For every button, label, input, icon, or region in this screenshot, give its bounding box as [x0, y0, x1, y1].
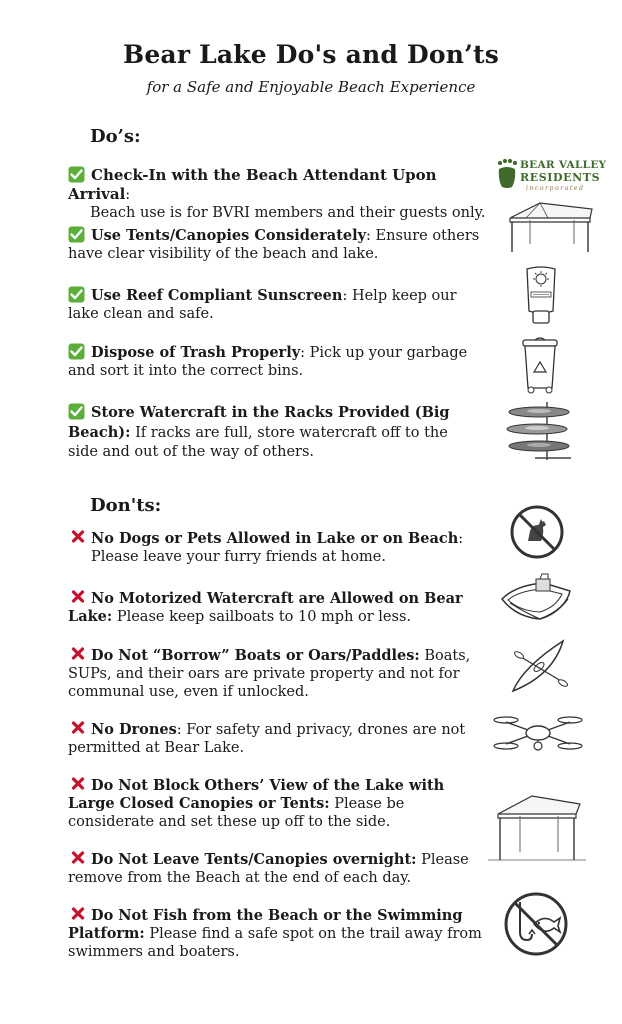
dont-item-text: Please keep sailboats to 10 mph or less. — [112, 609, 411, 625]
drone-icon — [492, 712, 584, 760]
do-item-canopies — [68, 226, 488, 263]
cross-mark-icon — [71, 719, 85, 736]
dont-item-text: Please be considerate and set these up off to the side. — [68, 796, 405, 830]
separator: : — [342, 288, 348, 304]
cross-mark-icon — [71, 849, 85, 866]
motorboat-icon — [496, 573, 576, 629]
no-pets-icon — [508, 503, 566, 561]
check-mark-icon — [68, 166, 88, 183]
canopy-icon — [500, 200, 598, 256]
do-item-trash — [68, 343, 488, 380]
dont-item-text: Boats, SUPs, and their oars are private property and not for communal use, even if unlocked. — [68, 648, 471, 700]
do-item-text: Help keep our lake clean and safe. — [68, 288, 457, 322]
logo-text-line1: BEAR VALLEY — [520, 159, 607, 171]
donts-heading: Don'ts: — [90, 495, 162, 516]
dont-item-block-view — [68, 775, 488, 831]
do-item-title: Use Reef Compliant Sunscreen — [91, 287, 343, 304]
check-mark-icon — [68, 343, 88, 360]
bear-paw-icon — [496, 158, 518, 190]
dont-item-text: Please leave your furry friends at home. — [91, 549, 386, 565]
dont-item-fishing — [68, 905, 488, 961]
separator: : — [300, 345, 306, 361]
separator: : — [125, 424, 131, 441]
cross-mark-icon — [71, 588, 85, 605]
page-title: Bear Lake Do's and Don’ts — [122, 40, 500, 69]
dont-item-title: No Motorized Watercraft are Allowed on Bear Lake: — [68, 590, 463, 625]
separator: : — [125, 187, 131, 203]
logo-text-line2: RESIDENTS — [520, 171, 601, 184]
dont-item-drones — [68, 719, 488, 757]
dont-item-title: No Dogs or Pets Allowed in Lake or on Beach — [91, 530, 459, 547]
closed-canopy-icon — [488, 792, 586, 864]
dont-item-text: For safety and privacy, drones are not permitted at Bear Lake. — [68, 722, 466, 756]
dont-item-title: Do Not Fish from the Beach or the Swimming Platform: — [68, 907, 463, 942]
do-item-text: Pick up your garbage and sort it into the correct bins. — [68, 345, 468, 379]
dont-item-title: Do Not “Borrow” Boats or Oars/Paddles: — [91, 647, 420, 664]
do-item-title: Use Tents/Canopies Considerately — [91, 227, 367, 244]
cross-mark-icon — [71, 645, 85, 662]
dont-item-title: Do Not Leave Tents/Canopies overnight: — [91, 851, 417, 868]
do-item-title: Store Watercraft in the Racks Provided (Big Beach) — [68, 404, 450, 441]
do-item-watercraft — [68, 403, 478, 462]
no-fishing-icon — [502, 890, 570, 958]
bvri-logo — [496, 156, 607, 196]
kayak-icon — [505, 637, 573, 697]
dont-item-overnight — [68, 849, 488, 887]
dos-heading: Do’s: — [90, 126, 141, 147]
check-mark-icon — [68, 226, 88, 243]
logo-text-line3: incorporated — [526, 185, 585, 192]
separator: : — [458, 531, 464, 547]
check-mark-icon — [68, 403, 88, 420]
cross-mark-icon — [71, 905, 85, 922]
recycle-bin-icon — [520, 336, 560, 394]
do-item-text: If racks are full, store watercraft off to the side and out of the way of others. — [68, 425, 448, 460]
check-mark-icon — [68, 286, 88, 303]
dont-item-pets — [68, 528, 488, 566]
separator: : — [366, 228, 371, 244]
sunscreen-icon — [521, 265, 561, 327]
do-item-title: Dispose of Trash Properly — [91, 344, 301, 361]
do-item-text: Ensure others have clear visibility of the beach and lake. — [68, 228, 480, 262]
dont-item-motorized — [68, 588, 488, 626]
do-item-checkin — [68, 166, 488, 222]
do-item-text: Beach use is for BVRI members and their guests only. — [90, 205, 486, 221]
cross-mark-icon — [71, 775, 85, 792]
dont-item-title: No Drones — [91, 721, 177, 738]
do-item-title: Check-In with the Beach Attendant Upon Arrival — [68, 166, 437, 203]
dont-item-text: Please find a safe spot on the trail away from swimmers and boaters. — [68, 926, 482, 960]
dont-item-borrow — [68, 645, 488, 701]
dont-item-text: Please remove from the Beach at the end of each day. — [68, 852, 469, 886]
cross-mark-icon — [71, 528, 85, 545]
kayak-rack-icon — [505, 402, 573, 460]
do-item-sunscreen — [68, 286, 488, 323]
separator: : — [176, 722, 182, 738]
page-subtitle: for a Safe and Enjoyable Beach Experience — [146, 78, 476, 96]
dont-item-title: Do Not Block Others’ View of the Lake with Large Closed Canopies or Tents: — [68, 777, 445, 812]
